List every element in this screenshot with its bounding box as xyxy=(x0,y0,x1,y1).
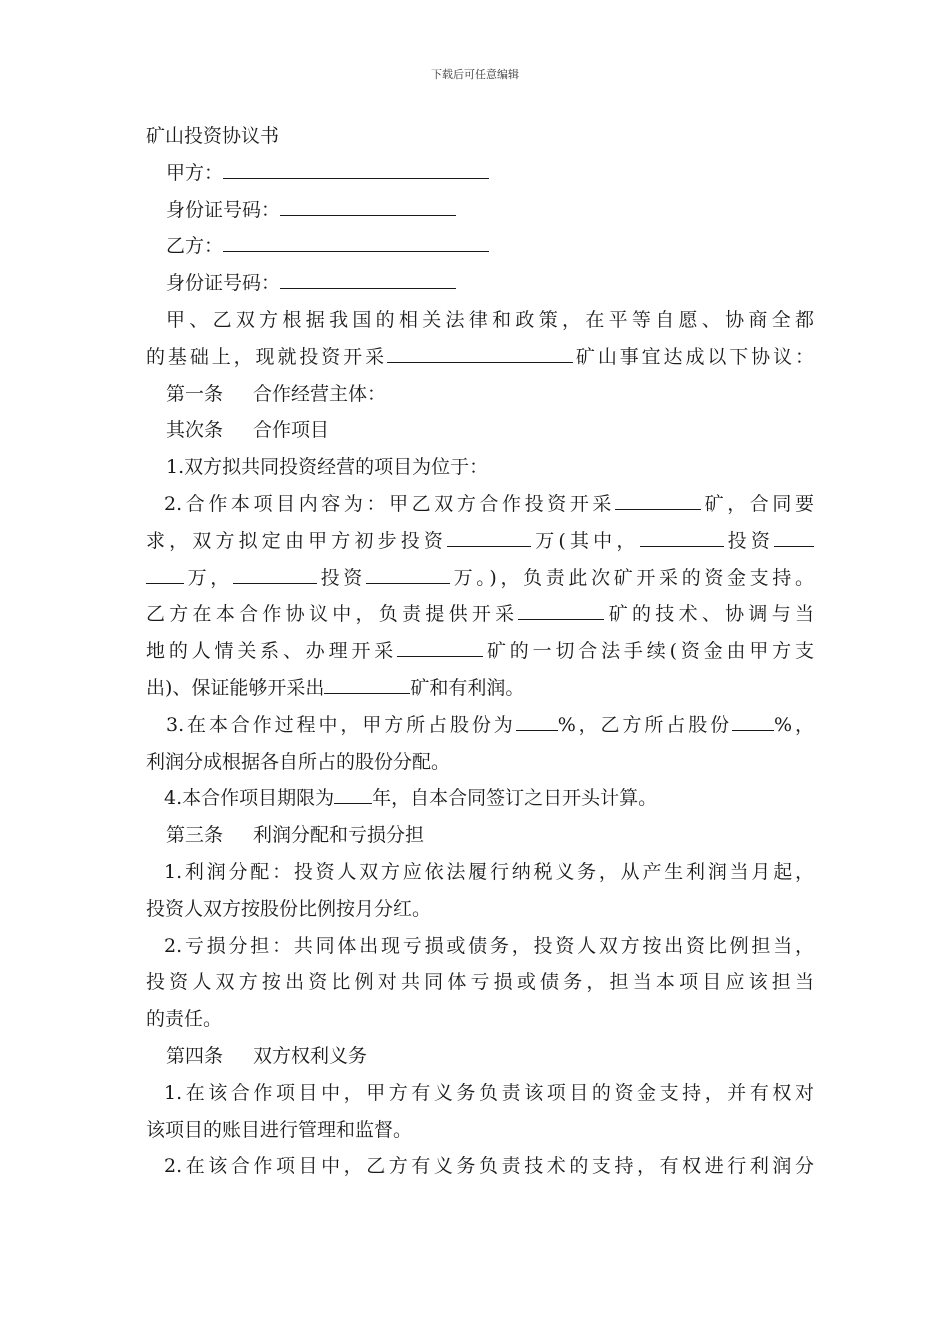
article-3-item-1-line-2: 投资人双方按股份比例按月分红。 xyxy=(146,897,432,920)
item2-mine-blank-2 xyxy=(518,597,604,620)
article-2-number: 其次条 xyxy=(166,419,224,442)
article-4-item-2-line-1: 2.在该合作项目中，乙方有义务负责技术的支持，有权进行利润分 xyxy=(164,1155,814,1178)
item2-text-b: 矿，合同要 xyxy=(701,492,814,515)
article-3-item-2-line-3: 的责任。 xyxy=(146,1008,223,1031)
intro-text-b: 矿山事宜达成以下协议： xyxy=(573,345,814,368)
item2-text-d: 万(其中， xyxy=(531,529,640,552)
article-2-item-2-line-6 xyxy=(146,670,814,707)
item2-text-e: 投资 xyxy=(723,529,774,552)
item2-text-h: 万。)，负责此次矿开采的资金支持。 xyxy=(449,566,814,589)
article-3-item-2-line-1: 2.亏损分担：共同体出现亏损或债务，投资人双方按出资比例担当， xyxy=(164,934,814,957)
item3-text-a: 3.在本合作过程中，甲方所占股份为 xyxy=(166,713,516,736)
item2-investor-blank-2 xyxy=(233,561,317,584)
party-b-id-line xyxy=(146,265,814,302)
item3-text-b: %，乙方所占股份 xyxy=(557,713,733,736)
item2-text-i: 乙方在本合作协议中，负责提供开采 xyxy=(146,603,519,626)
party-a-label: 甲方： xyxy=(166,161,224,184)
intro-line-1: 甲、乙双方根据我国的相关法律和政策，在平等自愿、协商全都 xyxy=(166,308,814,331)
item2-amount-blank xyxy=(447,524,531,547)
header-note: 下载后可任意编辑 xyxy=(431,68,519,81)
article-2-heading xyxy=(146,412,814,449)
mine-name-blank xyxy=(387,340,573,363)
item2-mine-blank-1 xyxy=(615,487,701,510)
party-b-label: 乙方： xyxy=(166,235,224,258)
item2-mine-blank-3 xyxy=(397,634,483,657)
item2-text-n: 矿和有利润。 xyxy=(410,676,525,699)
party-a-id-blank xyxy=(280,193,456,216)
party-a-share-blank xyxy=(516,708,558,731)
article-4-title: 双方权利义务 xyxy=(253,1044,368,1067)
article-4-item-1-line-1: 1.在该合作项目中，甲方有义务负责该项目的资金支持，并有权对 xyxy=(164,1081,814,1104)
intro-line-2 xyxy=(146,339,814,376)
article-2-item-3-line-1 xyxy=(146,707,814,744)
article-3-number: 第三条 xyxy=(166,824,224,847)
article-4-item-1-line-2: 该项目的账目进行管理和监督。 xyxy=(146,1118,413,1141)
article-2-item-3-line-2: 利润分成根据各自所占的股份分配。 xyxy=(146,750,451,773)
party-b-id-blank xyxy=(280,266,456,289)
item2-text-c: 求，双方拟定由甲方初步投资 xyxy=(146,529,448,552)
article-3-heading xyxy=(146,817,814,854)
item2-investor-blank-1 xyxy=(640,524,724,547)
party-a-id-label: 身份证号码： xyxy=(166,198,281,221)
article-1-heading xyxy=(146,376,814,413)
item2-amount-blank-2b xyxy=(146,561,184,584)
item2-text-f: 万， xyxy=(184,566,233,589)
intro-text-a: 的基础上，现就投资开采 xyxy=(146,345,387,368)
party-a-line xyxy=(146,155,814,192)
document-title: 矿山投资协议书 xyxy=(146,125,280,147)
party-b-blank xyxy=(223,229,489,252)
item3-text-c: %， xyxy=(774,713,814,736)
article-2-item-1: 1.双方拟共同投资经营的项目为位于： xyxy=(166,456,489,479)
item2-mine-blank-4 xyxy=(324,671,410,694)
article-4-number: 第四条 xyxy=(166,1044,224,1067)
article-3-item-1-line-1: 1.利润分配：投资人双方应依法履行纳税义务，从产生利润当月起， xyxy=(164,860,814,883)
article-3-title: 利润分配和亏损分担 xyxy=(253,824,425,847)
item4-text-a: 4.本合作项目期限为 xyxy=(164,787,335,810)
article-2-item-2-line-4 xyxy=(146,596,814,633)
item2-amount-blank-2a xyxy=(774,524,814,547)
party-a-blank xyxy=(223,156,489,179)
article-3-item-2-line-2: 投资人双方按出资比例对共同体亏损或债务，担当本项目应该担当 xyxy=(146,971,814,994)
article-1-number: 第一条 xyxy=(166,382,224,405)
item2-text-a: 2.合作本项目内容为：甲乙双方合作投资开采 xyxy=(164,492,616,515)
item2-text-l: 矿的一切合法手续(资金由甲方支 xyxy=(483,640,814,663)
article-2-item-2-line-2 xyxy=(146,523,814,560)
party-a-id-line xyxy=(146,192,814,229)
article-2-title: 合作项目 xyxy=(253,419,330,442)
item2-text-g: 投资 xyxy=(316,566,366,589)
item2-text-m: 出)、保证能够开采出 xyxy=(146,676,325,699)
article-2-item-2-line-3 xyxy=(146,560,814,597)
article-2-item-4 xyxy=(146,780,814,817)
party-b-id-label: 身份证号码： xyxy=(166,272,281,295)
article-2-item-2-line-1 xyxy=(146,486,814,523)
article-4-heading xyxy=(146,1038,814,1075)
item2-text-j: 矿的技术、协调与当 xyxy=(604,603,814,626)
party-b-share-blank xyxy=(732,708,774,731)
document-body xyxy=(146,118,814,1185)
item2-text-k: 地的人情关系、办理开采 xyxy=(146,640,398,663)
party-b-line xyxy=(146,228,814,265)
article-1-title: 合作经营主体： xyxy=(253,382,387,405)
item2-amount-blank-3 xyxy=(366,561,450,584)
article-2-item-2-line-5 xyxy=(146,633,814,670)
term-years-blank xyxy=(334,781,372,804)
item4-text-b: 年，自本合同签订之日开头计算。 xyxy=(372,787,658,810)
